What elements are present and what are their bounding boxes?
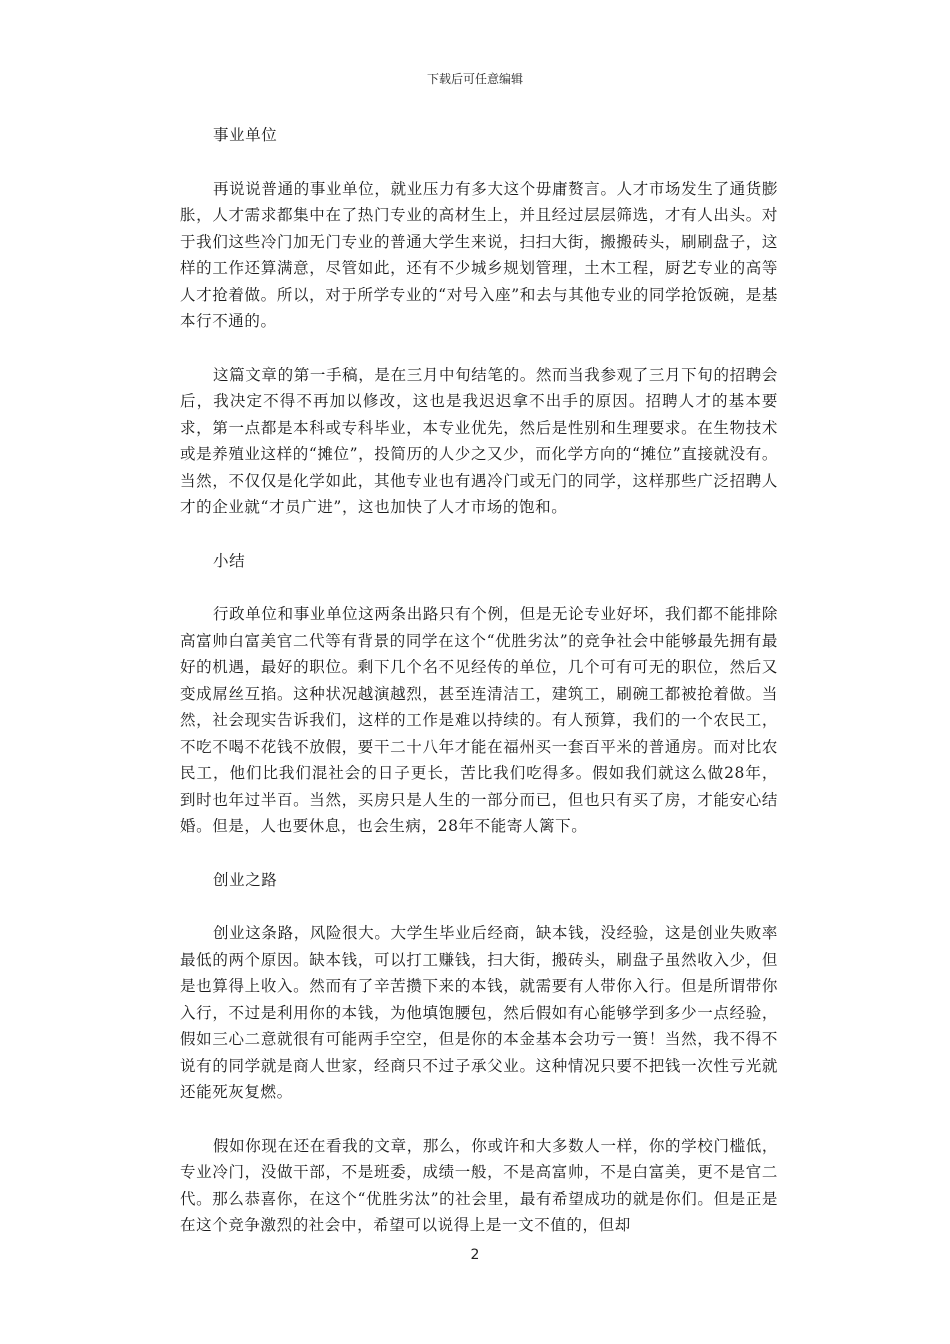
page-number: 2 [470,1247,480,1263]
paragraph: 创业这条路，风险很大。大学生毕业后经商，缺本钱，没经验，这是创业失败率最低的两个原因。缺本钱，可以打工赚钱，扫大街，搬砖头，刷盘子虽然收入少，但是也算得上收入。然而有了辛苦攒下来的本钱，就需要有人带你入行。但是所谓带你入行，不过是利用你的本钱，为他填饱腰包，然后假如有心能够学到多少一点经验，假如三心二意就很有可能两手空空，但是你的本金基本会功亏一篑！当然，我不得不说有的同学就是商人世家，经商只不过子承父业。这种情况只要不把钱一次性亏光就还能死灰复燃。 [180,924,778,1101]
section-heading: 事业单位 [213,126,278,144]
document-body [180,122,778,1266]
paragraph: 假如你现在还在看我的文章，那么，你或许和大多数人一样，你的学校门槛低，专业冷门，没做干部，不是班委，成绩一般，不是高富帅，不是白富美，更不是官二代。那么恭喜你，在这个“优胜劣汰”的社会里，最有希望成功的就是你们。但是正是在这个竞争激烈的社会中，希望可以说得上是一文不值的，但却 [180,1136,778,1234]
paragraph: 行政单位和事业单位这两条出路只有个例，但是无论专业好坏，我们都不能排除高富帅白富美官二代等有背景的同学在这个“优胜劣汰”的竞争社会中能够最先拥有最好的机遇，最好的职位。剩下几个名不见经传的单位，几个可有可无的职位，然后又变成屌丝互掐。这种状况越演越烈，甚至连清洁工，建筑工，刷碗工都被抢着做。当然，社会现实告诉我们，这样的工作是难以持续的。有人预算，我们的一个农民工，不吃不喝不花钱不放假，要干二十八年才能在福州买一套百平米的普通房。而对比农民工，他们比我们混社会的日子更长，苦比我们吃得多。假如我们就这么做28年，到时也年过半百。当然，买房只是人生的一部分而已，但也只有买了房，才能安心结婚。但是，人也要休息，也会生病，28年不能寄人篱下。 [180,605,778,835]
section-heading: 创业之路 [213,870,278,889]
paragraph: 再说说普通的事业单位，就业压力有多大这个毋庸赘言。人才市场发生了通货膨胀，人才需求都集中在了热门专业的高材生上，并且经过层层筛选，才有人出头。对于我们这些冷门加无门专业的普通大学生来说，扫扫大街，搬搬砖头，刷刷盘子，这样的工作还算满意，尽管如此，还有不少城乡规划管理，土木工程，厨艺专业的高等人才抢着做。所以，对于所学专业的“对号入座”和去与其他专业的同学抢饭碗，是基本行不通的。 [180,179,778,330]
paragraph: 这篇文章的第一手稿，是在三月中旬结笔的。然而当我参观了三月下旬的招聘会后，我决定不得不再加以修改，这也是我迟迟拿不出手的原因。招聘人才的基本要求，第一点都是本科或专科毕业，本专业优先，然后是性别和生理要求。在生物技术或是养殖业这样的“摊位”，投简历的人少之又少，而化学方向的“摊位”直接就没有。当然，不仅仅是化学如此，其他专业也有遇冷门或无门的同学，这样那些广泛招聘人才的企业就“才员广进”，这也加快了人才市场的饱和。 [180,365,778,516]
section-heading: 小结 [213,551,246,570]
page-header: 下载后可任意编辑 [426,72,523,86]
